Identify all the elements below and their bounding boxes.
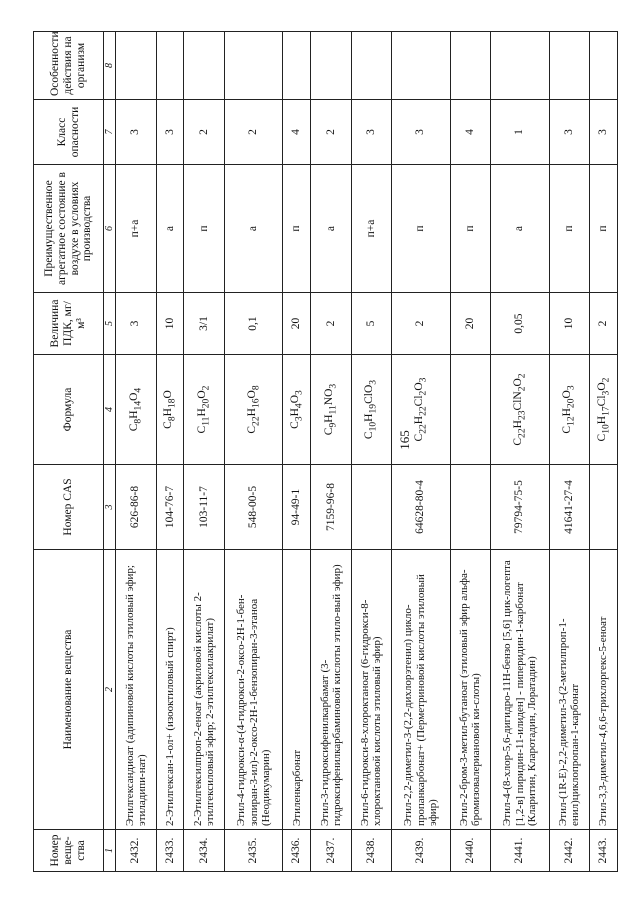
table-cell-pdk: 3 — [116, 293, 156, 355]
table-cell-class: 3 — [156, 100, 184, 165]
table-cell-state: п+а — [351, 165, 391, 293]
substances-table — [33, 31, 618, 872]
header-cell: Величина ПДК, мг/м³ — [34, 293, 104, 355]
table-cell-num: 2432. — [116, 830, 156, 872]
column-number: 5 — [104, 293, 116, 355]
table-cell-formula: $C_{12}H_{20}O_3$ — [549, 355, 589, 465]
table-cell-pdk: 2 — [392, 293, 450, 355]
rotated-table-frame — [33, 32, 618, 872]
table-cell-num: 2434. — [184, 830, 224, 872]
table-cell-feature — [224, 32, 282, 100]
table-cell-state: п — [450, 165, 490, 293]
table-cell-name: Этилгександиоат (адипиновой кислоты этиловый эфир; этиладипи-нат) — [116, 550, 156, 830]
table-cell-name: Этил-(1R-E)-2,2-диметил-3-(2-метилпроп-1-енил)циклопропан-1-карбонат — [549, 550, 589, 830]
table-row — [392, 32, 450, 872]
table-row — [491, 32, 549, 872]
table-row — [184, 32, 224, 872]
table-cell-name: 2-Этилгексан-1-ол+ (изооктиловый спирт) — [156, 550, 184, 830]
table-cell-cas — [351, 465, 391, 550]
table-cell-formula: $C_{22}H_{16}O_8$ — [224, 355, 282, 465]
table-cell-state: а — [224, 165, 282, 293]
table-cell-formula: $C_{22}H_{22}Cl_2O_3$ — [392, 355, 450, 465]
table-cell-state: п — [590, 165, 618, 293]
table-cell-pdk: 2 — [311, 293, 351, 355]
table-cell-pdk: 0,1 — [224, 293, 282, 355]
column-number: 3 — [104, 465, 116, 550]
table-cell-num: 2435. — [224, 830, 282, 872]
table-row — [351, 32, 391, 872]
header-cell: Номер веще-ства — [34, 830, 104, 872]
header-cell: Формула — [34, 355, 104, 465]
table-cell-pdk: 20 — [450, 293, 490, 355]
table-cell-class: 4 — [283, 100, 311, 165]
table-cell-feature — [311, 32, 351, 100]
table-cell-num: 2439. — [392, 830, 450, 872]
table-cell-num: 2438. — [351, 830, 391, 872]
table-cell-class: 3 — [549, 100, 589, 165]
table-cell-class: 2 — [311, 100, 351, 165]
column-number: 1 — [104, 830, 116, 872]
column-number: 6 — [104, 165, 116, 293]
column-number: 4 — [104, 355, 116, 465]
table-cell-feature — [491, 32, 549, 100]
table-cell-name: Этил-3,3-диметил-4,6,6-трихлоргекс-5-еноат — [590, 550, 618, 830]
table-cell-formula: $C_{10}H_{19}ClO_3$ — [351, 355, 391, 465]
table-cell-cas: 104-76-7 — [156, 465, 184, 550]
table-cell-class: 3 — [392, 100, 450, 165]
table-cell-cas — [590, 465, 618, 550]
table-cell-num: 2433. — [156, 830, 184, 872]
table-cell-class: 4 — [450, 100, 490, 165]
table-cell-name: Этил-2,2-диметил-3-(2,2-дихлорэтенил) цикло-пропанкарбонат+ (Перметриновой кислоты этиловый эфир) — [392, 550, 450, 830]
table-cell-name: Этил-3-гидроксифенилкарбамат (3-гидроксифенилкарбаминовой кислоты этило-вый эфир) — [311, 550, 351, 830]
header-cell: Преимущественное агрегатное состояние в воздухе в условиях производства — [34, 165, 104, 293]
table-cell-class: 3 — [116, 100, 156, 165]
table-cell-name: Этил-4-гидрокси-α-(4-гидрокси-2-оксо-2Н-1-бен-зопиран-3-ил)-2-оксо-2Н-1-бензопиран-3-этаноа (Неодикумарин) — [224, 550, 282, 830]
column-number-row — [104, 32, 116, 872]
table-cell-feature — [590, 32, 618, 100]
table-cell-class: 2 — [224, 100, 282, 165]
table-cell-formula — [450, 355, 490, 465]
table-row — [224, 32, 282, 872]
table-cell-num: 2442. — [549, 830, 589, 872]
table-cell-pdk: 20 — [283, 293, 311, 355]
table-row — [450, 32, 490, 872]
table-cell-feature — [392, 32, 450, 100]
table-cell-state: п+а — [116, 165, 156, 293]
column-number: 8 — [104, 32, 116, 100]
table-cell-cas: 94-49-1 — [283, 465, 311, 550]
header-cell: Номер CAS — [34, 465, 104, 550]
table-cell-num: 2441. — [491, 830, 549, 872]
table-cell-cas: 103-11-7 — [184, 465, 224, 550]
table-cell-cas — [450, 465, 490, 550]
table-cell-state: а — [491, 165, 549, 293]
header-cell: Класс опасности — [34, 100, 104, 165]
table-cell-formula: $C_{22}H_{23}ClN_2O_2$ — [491, 355, 549, 465]
table-cell-feature — [351, 32, 391, 100]
table-cell-num: 2440. — [450, 830, 490, 872]
table-cell-pdk: 0,05 — [491, 293, 549, 355]
table-row — [549, 32, 589, 872]
table-cell-feature — [184, 32, 224, 100]
header-row — [34, 32, 104, 872]
table-cell-cas: 64628-80-4 — [392, 465, 450, 550]
table-cell-name: Этиленкарбонат — [283, 550, 311, 830]
table-cell-state: а — [156, 165, 184, 293]
table-cell-formula: $C_8H_{18}O$ — [156, 355, 184, 465]
table-cell-formula: $C_{10}H_{17}Cl_3O_2$ — [590, 355, 618, 465]
table-cell-name: 2-Этилгексилпроп-2-еноат (акриловой кислоты 2-этилгексиловый эфир; 2-этилгексилакрилат) — [184, 550, 224, 830]
table-cell-formula: $C_8H_{14}O_4$ — [116, 355, 156, 465]
table-row — [283, 32, 311, 872]
table-cell-cas: 548-00-5 — [224, 465, 282, 550]
table-cell-name: Этил-2-бром-3-метил-бутаноат (этиловый эфир альфа-бромизовалериановой ки-слоты) — [450, 550, 490, 830]
table-cell-num: 2443. — [590, 830, 618, 872]
column-number: 7 — [104, 100, 116, 165]
table-cell-state: п — [184, 165, 224, 293]
table-cell-feature — [450, 32, 490, 100]
table-cell-pdk: 2 — [590, 293, 618, 355]
table-cell-formula: $C_3H_4O_3$ — [283, 355, 311, 465]
table-cell-state: п — [283, 165, 311, 293]
header-cell: Особенности действия на организм — [34, 32, 104, 100]
table-cell-num: 2436. — [283, 830, 311, 872]
table-cell-pdk: 3/1 — [184, 293, 224, 355]
table-cell-formula: $C_9H_{11}NO_3$ — [311, 355, 351, 465]
table-row — [116, 32, 156, 872]
table-cell-class: 1 — [491, 100, 549, 165]
table-cell-num: 2437. — [311, 830, 351, 872]
table-cell-feature — [549, 32, 589, 100]
table-cell-state: п — [549, 165, 589, 293]
table-cell-state: п — [392, 165, 450, 293]
table-cell-cas: 41641-27-4 — [549, 465, 589, 550]
table-row — [156, 32, 184, 872]
page-number: 165 — [397, 430, 412, 450]
table-cell-pdk: 10 — [156, 293, 184, 355]
table-cell-class: 3 — [590, 100, 618, 165]
table-cell-state: а — [311, 165, 351, 293]
table-cell-name: Этил-4-(8-хлор-5,6-дигидро-11Н-бензо [5,6] цик-логепта [1,2-в] пиридин-11-илиден] - пиперидин-1-карбонат (Кларитин, Кларотадин, Лоратадин) — [491, 550, 549, 830]
table-row — [311, 32, 351, 872]
table-cell-formula: $C_{11}H_{20}O_2$ — [184, 355, 224, 465]
table-cell-feature — [156, 32, 184, 100]
table-cell-pdk: 5 — [351, 293, 391, 355]
table-cell-cas: 79794-75-5 — [491, 465, 549, 550]
table-cell-class: 3 — [351, 100, 391, 165]
table-cell-cas: 626-86-8 — [116, 465, 156, 550]
table-cell-feature — [116, 32, 156, 100]
column-number: 2 — [104, 550, 116, 830]
table-cell-name: Этил-6-гидрокси-8-хлороктаноат (6-гидрокси-8-хлороктановой кислоты этиловый эфир) — [351, 550, 391, 830]
table-cell-pdk: 10 — [549, 293, 589, 355]
table-cell-class: 2 — [184, 100, 224, 165]
header-cell: Наименование вещества — [34, 550, 104, 830]
table-cell-cas: 7159-96-8 — [311, 465, 351, 550]
table-cell-feature — [283, 32, 311, 100]
table-row — [590, 32, 618, 872]
